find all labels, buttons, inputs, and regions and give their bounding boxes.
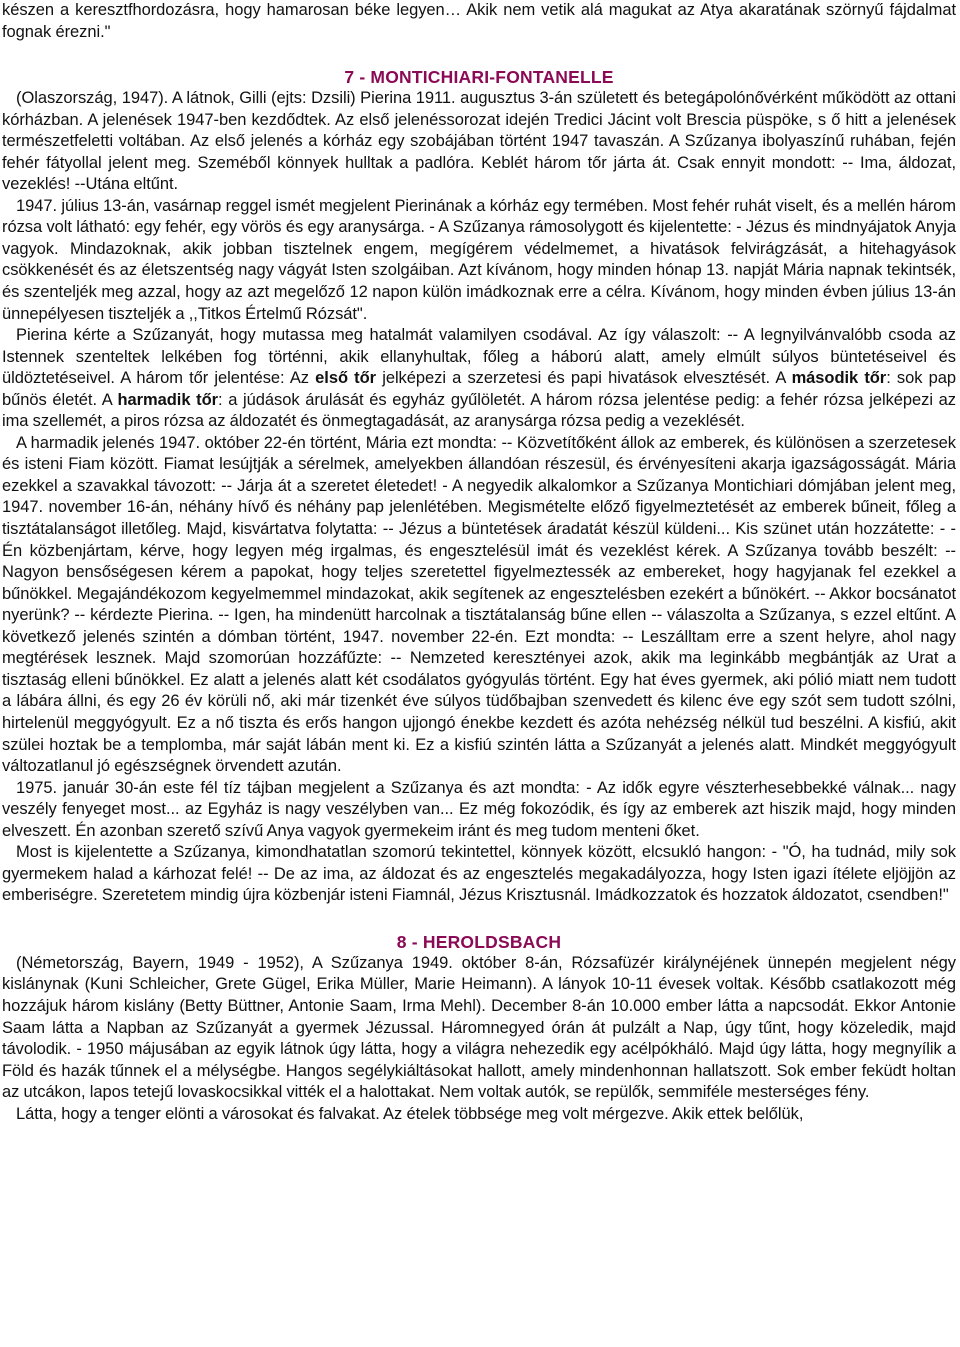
text-run: jelképezi a szerzetesi és papi hivatások elvesztését. A — [376, 369, 792, 388]
text-run: : sok pap bűnös életét. A — [2, 369, 956, 409]
section-8-paragraph-2: Látta, hogy a tenger elönti a városokat és falvakat. Az ételek többsége meg volt mérgezve. Akik ettek belőlük, — [16, 1104, 804, 1123]
intro-paragraph: készen a keresztfhordozásra, hogy hamarosan béke legyen… Akik nem vetik alá magukat az Atya akaratának szörnyű fájdalmat fognak érezni." — [2, 1, 956, 41]
section-7-paragraph-1: (Olaszország, 1947). A látnok, Gilli (ejts: Dzsili) Pierina 1911. augusztus 3-án született és betegápolónővérként működött az ottani kórházban. A jelenések 1947-ben kezdődtek. Az első jelenéssorozat idején Tredici Jácint volt Brescia püspöke, s ő hitt a jelenések természetfeletti voltában. Az első jelenés a kórház egy szobájában történt 1947 tavaszán. A Szűzanya ibolyaszínű ruhában, fején fehér fátyollal jelent meg. Szeméből könnyek hulltak a padlóra. Keblét három tőr járta át. Csak ennyit mondott: -- Ima, áldozat, vezeklés! --Utána eltűnt. — [2, 89, 956, 194]
bold-term-third-dagger: harmadik tőr — [117, 390, 218, 409]
section-7-paragraph-5: 1975. január 30-án este fél tíz tájban megjelent a Szűzanya és azt mondta: - Az idők egyre vészterhesebbekké válnak... nagy veszély fenyeget most... az Egyház is nagy veszélyben van... Ez még fokozódik, és így az emberek azt hiszik majd, hogy minden elveszett. Én azonban szerető szívű Anya vagyok gyermekeim iránt és meg tudom menteni őket. — [2, 778, 956, 840]
section-8-heading: 8 - HEROLDSBACH — [396, 931, 562, 952]
section-7-paragraph-3 — [2, 325, 956, 433]
section-7-heading: 7 - MONTICHIARI-FONTANELLE — [344, 67, 614, 88]
section-7-paragraph-2: 1947. július 13-án, vasárnap reggel ismét megjelent Pierinának a kórház egy termében. Most fehér ruhát viselt, és a mellén három rózsa volt látható: egy fehér, egy vörös és egy aranysárga. - A Szűzanya rámosolygott és kijelentette: - Jézus és mindnyájatok Anyja vagyok. Mindazoknak, akik jobban tisztelnek engem, megígérem védelmemet, a hivatások felvirágzását, a hitehagyások csökkenését és az életszentség nagy vágyát Isten szolgáiban. Azt kívánom, hogy minden hónap 13. napját Mária napnak tekintsék, és szenteljék meg azzal, hogy az azt megelőző 12 napon külön imádkoznak erre a célra. Kívánom, hogy minden évben július 13-án ünnepélyesen tiszteljék a ,,Titkos Értelmű Rózsát". — [2, 196, 956, 323]
text-run: Pierina kérte a Szűzanyát, hogy mutassa meg hatalmát valamilyen csodával. Az így válaszolt: -- A legnyilvánvalóbb csoda az Istennek szenteltek lelkében fog történni, akik ellanyhultak, főleg a háború alatt, amely elmúlt súlyos büntetéseivel és üldöztetéseivel. A három tőr jelentése: Az — [2, 326, 956, 388]
section-7-paragraph-4: A harmadik jelenés 1947. október 22-én történt, Mária ezt mondta: -- Közvetítőként állok az emberek, és különösen a szerzetesek és isteni Fiam között. Fiamat lesújtják a sérelmek, amelyekben állandóan részesül, és érvényesíteni akarja igazságosságát. Mária ezekkel a szavakkal távozott: -- Járja át a szeretet életedet! - A negyedik alkalomkor a Szűzanya Montichiari dómjában jelent meg, 1947. november 16-án, néhány hívő és néhány pap jelenlétében. Megismételte előző figyelmeztetését az emberek bűneit, főleg a tisztátalanságot illetőleg. Majd, kisvártatva folytatta: -- Jézus a büntetések áradatát készül küldeni... Kis szünet után hozzátette: - - Én közbenjártam, kérve, hogy legyen még irgalmas, és engesztelésül imát és vezeklést kérek. A Szűzanya tovább beszélt: -- Nagyon bensőségesen kérem a papokat, hogy teljes szeretettel figyelmeztessék az embereket, hogy hagyjanak fel ezekkel a bűnökkel. Megajándékozom kegyelmemmel mindazokat, akik segítenek az engesztelésben ezekért a bűnökért. -- Akkor bocsánatot nyerünk? -- kérdezte Pierina. -- Igen, ha mindenütt harcolnak a tisztátalanság bűne ellen -- válaszolta a Szűzanya, s ezzel eltűnt. A következő jelenés szintén a dómban történt, 1947. november 22-én. Ezt mondta: -- Leszálltam erre a szent helyre, ahol nagy megtérések lesznek. Majd szomorúan hozzáfűzte: -- Nemzeted keresztényei azok, akik ma leginkább megbántják az Urat a tisztaság elleni bűnökkel. Ez alatt a jelenés alatt két csodálatos gyógyulás történt. Egy hat éves gyermek, aki pólió miatt nem tudott a lábára állni, és egy 26 év körüli nő, aki már tizenkét éve súlyos tüdőbajban szenvedett és kilenc éve egy szót sem tudott szólni, hirtelenül meggyógyult. Ez a nő tiszta és erős hangon ujjongó énekbe kezdett és azóta nehézség nélkül tud beszélni. A kisfiú, akit szülei hoztak be a templomba, már saját lábán ment ki. Ez a kisfiú szintén látta a Szűzanyát a jelenés alatt. Mindkét meggyógyult változatlanul jó egészségnek örvendett azután. — [2, 433, 956, 776]
text-run: : a júdások árulását és egyház gyűlöletét. A három rózsa jelentése pedig: a fehér rózsa jelképezi az ima szellemét, a piros rózsa az áldozatét és önmegtagadását, az aranysárga rózsa pedig a vezeklését. — [2, 390, 956, 431]
bold-term-second-dagger: második tőr — [791, 369, 887, 388]
bold-term-first-dagger: első tőr — [315, 369, 377, 388]
section-7-paragraph-6: Most is kijelentette a Szűzanya, kimondhatatlan szomorú tekintettel, könnyek között, elcsukló hangon: - "Ó, ha tudnád, mily sok gyermekem halad a kárhozat felé! -- De az ima, az áldozat és az engesztelés megakadályozza, hogy Isten igazi ítélete eljöjjön az emberiségre. Szeretetem mindig újra közbenjár isteni Fiamnál, Jézus Krisztusnál. Imádkozzatok és hozzatok áldozatot, csendben!" — [2, 843, 956, 905]
section-8-paragraph-1: (Németország, Bayern, 1949 - 1952), A Szűzanya 1949. október 8-án, Rózsafüzér királynéjének ünnepén megjelent négy kislánynak (Kuni Schleicher, Grete Gügel, Erika Müller, Marie Heimann). A lányok 10-11 évesek voltak. Később csatlakozott még hozzájuk három kislány (Betty Büttner, Antonie Saam, Irma Mehl). December 8-án 10.000 ember látta a napcsodát. Ekkor Antonie Saam látta a Napban az Szűzanyát a gyermek Jézussal. Háromnegyed órán át pulzált a Nap, úgy tűnt, hogy közeledik, majd távolodik. - 1950 májusában az egyik látnok úgy látta, hogy a világra nehezedik egy acélpókháló. Majd úgy látta, hogy megnyílik a Föld és hazák tűnnek el a mélységbe. Hangos segélykiáltásokat hallott, amely mindenhonnan hallatszott. Sok ember feküdt holtan az utcákon, lapos tetejű lovaskocsikkal vitték el a halottakat. Nem voltak autók, se repülők, semmiféle mesterséges fény. — [2, 953, 956, 1102]
